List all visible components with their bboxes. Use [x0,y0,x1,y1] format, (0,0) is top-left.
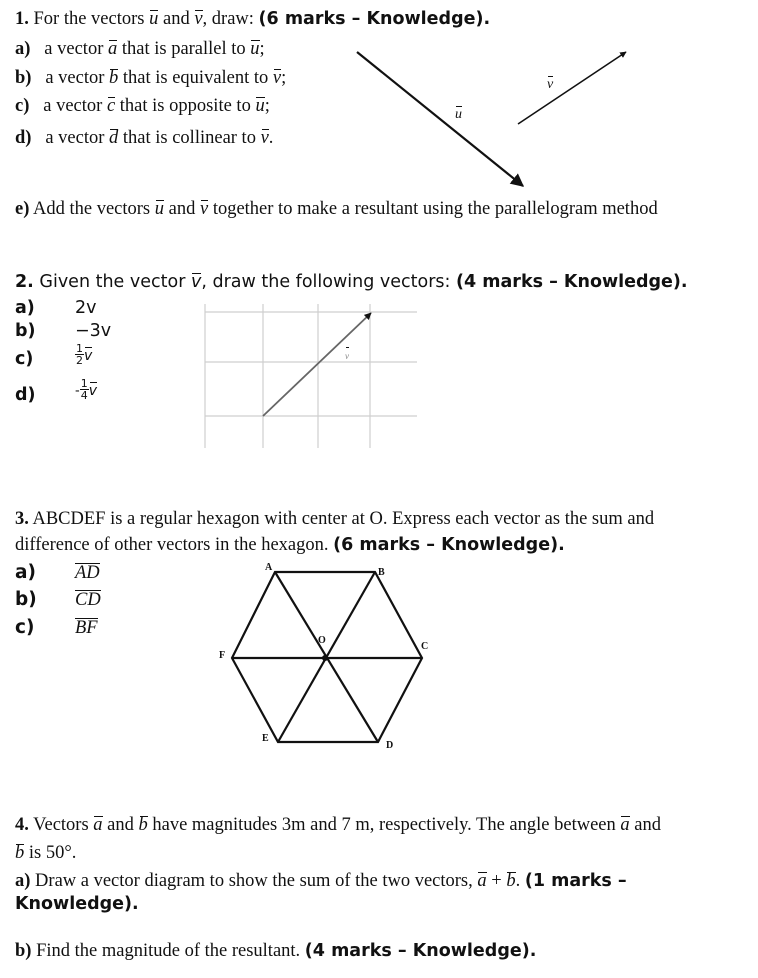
q1-number: 1. [15,9,29,29]
q4-part-a-line2 [15,893,139,915]
q2-item-b-expr: −3v [75,321,112,341]
q4-part-a-marks1: (1 marks – [524,871,627,891]
q4-part-a-sum-a: a [477,871,487,891]
q4-part-b-text: Find the magnitude of the resultant. [36,941,301,961]
q4-part-b [15,940,536,962]
q1-item-a-sym: a [107,39,118,59]
q2-item-b-label: b) [15,321,36,341]
q1-item-b-post: that is equivalent to [122,68,269,88]
q4-part-a-line1 [15,870,627,892]
q3-vertex-f: F [219,650,226,661]
q3-vertex-d: D [386,740,394,751]
q1-item-b-label: b) [15,68,32,88]
q2-item-a-expr: 2v [75,298,97,318]
q1-item-a-pre: a vector [44,39,104,59]
q4-part-a-marks2: Knowledge). [15,894,139,914]
q4-part-b-label: b) [15,941,32,961]
q1-draw: , draw: [202,9,254,29]
q3-vertex-e: E [262,733,269,744]
q1-item-b-end: ; [281,68,287,88]
q1-item-c-pre: a vector [43,96,103,116]
q3-vertex-a: A [265,562,273,573]
q3-number: 3. [15,509,29,529]
q1-item-a-post: that is parallel to [121,39,246,59]
q1-item-d-post: that is collinear to [122,128,256,148]
q3-item-a-vec: AD [75,563,100,583]
q4-part-a-label: a) [15,871,31,891]
q4-line1-post: have magnitudes 3m and 7 m, respectively. The angle between [152,815,616,835]
q1-item-c-ref: u [255,96,265,116]
q1-item-a-label: a) [15,39,31,59]
q1-item-d-end: . [268,128,274,148]
q1-item-d-ref: v [260,128,269,148]
q4-part-a-text: Draw a vector diagram to show the sum of the two vectors, [35,871,473,891]
q1-item-a-ref: u [250,39,260,59]
q3-item-c-vec: BF [75,618,98,638]
q2-grid-v-text: v [345,345,349,367]
q3-vertex-o: O [318,635,326,646]
q2-post: , draw the following vectors: [201,272,451,292]
q4-line1-end: and [634,815,661,835]
q1-marks: (6 marks – Knowledge). [258,9,491,29]
q4-line1-pre: Vectors [33,815,89,835]
q1-item-b-ref: v [272,68,282,88]
q4-vector-a2: a [620,815,630,835]
q2-intro: Given the vector [39,272,186,292]
q3-marks: (6 marks – Knowledge). [333,535,565,555]
q1-intro: For the vectors [33,9,145,29]
q4-vector-b: b [138,815,148,835]
q4-line1 [15,814,661,836]
q1-item-a-end: ; [259,39,265,59]
q2-item-c-num: 1 [76,342,83,355]
q1-vector-v: v [194,9,203,29]
q1-item-b-sym: b [109,68,119,88]
q4-line2 [15,842,76,864]
q1-item-c-post: that is opposite to [119,96,251,116]
q4-number: 4. [15,815,29,835]
q2-item-d-v: v [89,380,97,402]
q4-part-b-marks: (4 marks – Knowledge). [304,941,537,961]
q1-item-e-and: and [168,199,196,219]
q1-item-c-label: c) [15,96,30,116]
q1-item-d-pre: a vector [45,128,105,148]
q1-item-e-label: e) [15,199,30,219]
q3-vertex-c: C [421,641,429,652]
q2-item-c-label: c) [15,349,34,369]
q1-item-d-sym: d [109,128,119,148]
q1-diagram-u-text: u [455,104,462,126]
q3-vertex-b: B [378,567,385,578]
q1-item-d-label: d) [15,128,32,148]
q4-part-a-dot: . [515,871,521,891]
q4-part-a-plus: + [491,871,502,891]
q1-vector-u: u [149,9,159,29]
q3-item-c-label: c) [15,617,35,638]
q1-item-e-post: together to make a resultant using the parallelogram method [212,199,658,219]
q3-item-b-label: b) [15,589,37,610]
q2-item-a-label: a) [15,298,35,318]
q4-line1-and: and [107,815,134,835]
q1-item-e-v: v [199,199,209,219]
q1-item-b-pre: a vector [45,68,105,88]
q1-item-c-end: ; [264,96,270,116]
q2-item-c-v: v [84,345,92,367]
q1-and: and [162,9,190,29]
q4-line2-post: is 50°. [28,843,77,863]
q3-item-a-label: a) [15,562,36,583]
q2-marks: (4 marks – Knowledge). [456,272,688,292]
q2-number: 2. [15,272,34,292]
q3-line2-text: difference of other vectors in the hexagon. [15,535,329,555]
q4-vector-b2: b [15,843,25,863]
q2-item-d-den: 4 [80,389,88,402]
q3-line1-text: ABCDEF is a regular hexagon with center at O. Express each vector as the sum and [32,509,655,529]
q1-item-c-sym: c [106,96,116,116]
q4-part-a-sum-b: b [506,871,516,891]
q2-item-c-den: 2 [76,354,83,367]
q2-item-d-sign: - [75,383,80,399]
q4-vector-a: a [93,815,103,835]
q1-item-e-pre: Add the vectors [32,199,151,219]
q1-item-e-u: u [154,199,164,219]
q2-item-d-num: 1 [80,377,88,390]
q3-item-b-vec: CD [75,590,101,610]
q2-vector-v: v [190,272,202,292]
q2-item-d-label: d) [15,385,36,405]
q1-diagram-v-text: v [547,74,553,96]
